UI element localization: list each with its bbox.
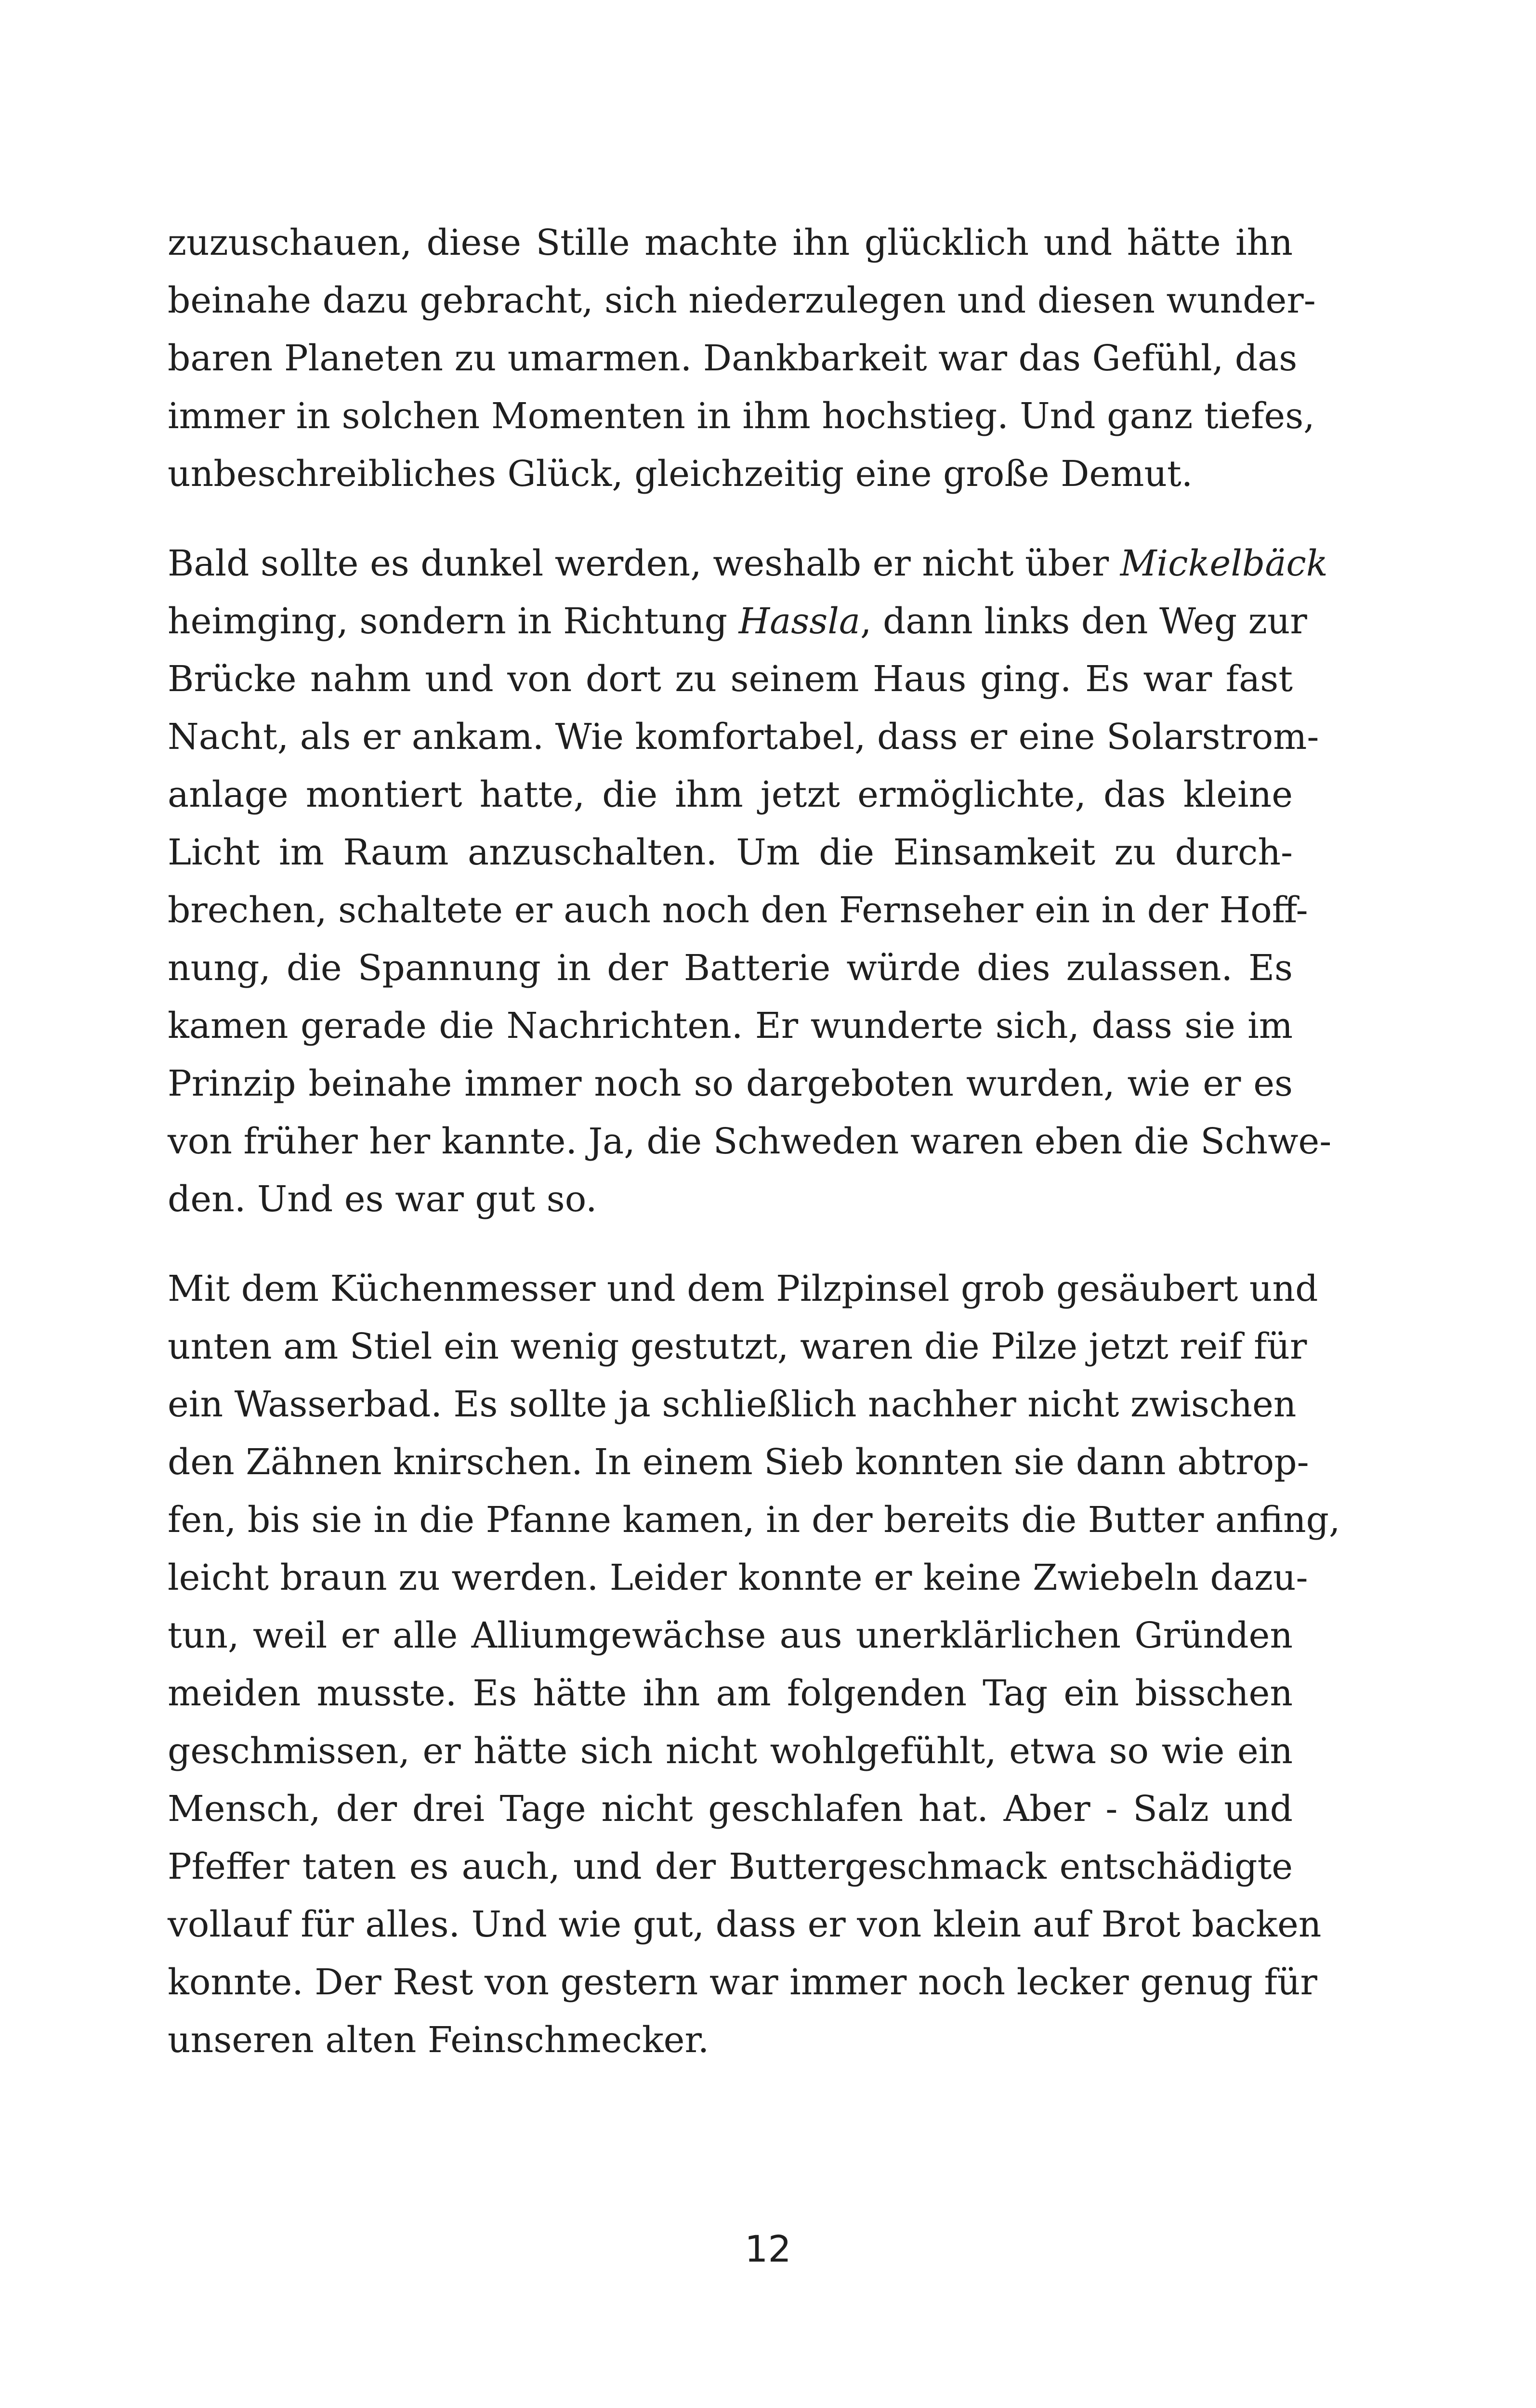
place-name: Mickelbäck [1120,543,1328,584]
text-line: meiden musste. Es hätte ihn am folgenden Tag ein bisschen [168,1673,1293,1714]
text-line: geschmissen, er hätte sich nicht wohlgefühlt, etwa so wie ein [168,1730,1293,1772]
text-line: Licht im Raum anzuschalten. Um die Einsamkeit zu durch- [168,832,1293,873]
paragraph-2 [168,535,1332,1228]
paragraph-gap [168,1228,1293,1260]
text-line: unbeschreibliches Glück, gleichzeitig eine große Demut. [168,453,1193,495]
body-text [168,214,1340,2069]
text-line: den. Und es war gut so. [168,1178,597,1220]
text-line: ein Wasserbad. Es sollte ja schließlich nachher nicht zwischen [168,1384,1297,1425]
text-line: beinahe dazu gebracht, sich niederzulegen und diesen wunder- [168,280,1316,321]
text-line: Mensch, der drei Tage nicht geschlafen hat. Aber - Salz und [168,1788,1293,1830]
text-line: immer in solchen Momenten in ihm hochstieg. Und ganz tiefes, [168,395,1315,437]
paragraph-gap [168,503,1293,535]
text-line: zuzuschauen, diese Stille machte ihn glücklich und hätte ihn [168,222,1293,263]
place-name: Hassla [738,601,860,642]
page-number: 12 [745,2227,791,2270]
text-line: leicht braun zu werden. Leider konnte er keine Zwiebeln dazu- [168,1557,1308,1598]
text-line: heimging, sondern in Richtung Hassla, dann links den Weg zur [168,601,1307,642]
text-line: Pfeffer taten es auch, und der Buttergeschmack entschädigte [168,1846,1293,1887]
text-line: unseren alten Feinschmecker. [168,2019,709,2061]
text-line: Prinzip beinahe immer noch so dargeboten wurden, wie er es [168,1063,1293,1104]
text-line: tun, weil er alle Alliumgewächse aus unerklärlichen Gründen [168,1615,1293,1656]
text-line: baren Planeten zu umarmen. Dankbarkeit war das Gefühl, das [168,338,1298,379]
text-line: konnte. Der Rest von gestern war immer noch lecker genug für [168,1962,1317,2003]
text-line: Nacht, als er ankam. Wie komfortabel, dass er eine Solarstrom- [168,716,1319,758]
text-line: Brücke nahm und von dort zu seinem Haus ging. Es war fast [168,658,1293,700]
text-line: unten am Stiel ein wenig gestutzt, waren die Pilze jetzt reif für [168,1326,1307,1367]
paragraph-3 [168,1260,1340,2069]
text-line: vollauf für alles. Und wie gut, dass er von klein auf Brot backen [168,1904,1322,1945]
text-line: den Zähnen knirschen. In einem Sieb konnten sie dann abtrop- [168,1441,1309,1483]
text-line: anlage montiert hatte, die ihm jetzt ermöglichte, das kleine [168,774,1293,815]
paragraph-1 [168,214,1316,503]
text-line: fen, bis sie in die Pfanne kamen, in der bereits die Butter anfing, [168,1499,1340,1541]
text-line: von früher her kannte. Ja, die Schweden waren eben die Schwe- [168,1121,1332,1162]
text-line: kamen gerade die Nachrichten. Er wunderte sich, dass sie im [168,1005,1293,1047]
text-line: Mit dem Küchenmesser und dem Pilzpinsel grob gesäubert und [168,1268,1318,1309]
text-line: nung, die Spannung in der Batterie würde dies zulassen. Es [168,947,1293,989]
text-line: brechen, schaltete er auch noch den Fernseher ein in der Hoff- [168,890,1308,931]
text-line: Bald sollte es dunkel werden, weshalb er nicht über Mickelbäck [168,543,1328,584]
